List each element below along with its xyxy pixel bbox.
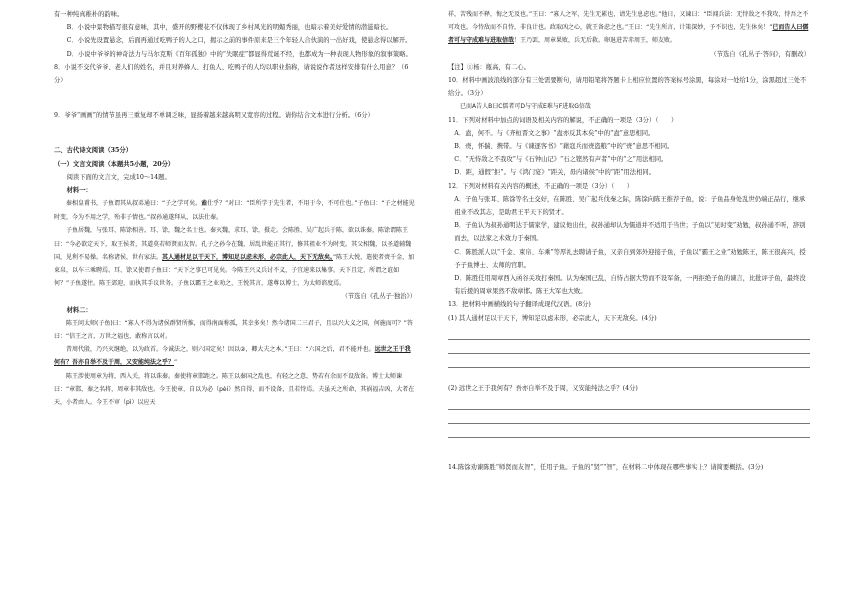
material-1-title: 材料一： bbox=[66, 187, 92, 195]
question-10: 10．材料中画波浪线的部分有三处需要断句，请用铅笔将答题卡上相应位置的答案标号涂黑，每涂对一处给1分，涂黑超过三处不给分。（3分） bbox=[448, 77, 807, 98]
answer-line[interactable] bbox=[448, 411, 810, 424]
material-1-para-1: 秦相皇甫书，子鱼谓其从叔弟通曰：“子之学可矣。盍仕乎？”对曰：“臣所学于先生者，不用于今，不可仕也。”子鱼曰：“子之材能见时变，今为不用之学，殆非子情也。”叔孙通遂拜从，以法仕秦。 bbox=[54, 200, 415, 222]
question-12-option-c: C．陈胜派人以“千金、束帛、车乘”等厚礼去聘请子鱼，又亲自到郊外迎接子鱼，子鱼以“霸王之业”劝勉陈王，陈王很高兴，授予子鱼博士、太师的官职。 bbox=[454, 248, 806, 269]
wavy-sentence: 已而告人曰儒者可与守成难与进取信哉 bbox=[448, 24, 809, 45]
question-14: 14.陈馀劝谏陈胜“师贤而友智”，任用子鱼。子鱼的“贤”“智”，在材料二中体现在哪些事实上？请简要概括。(3分) bbox=[448, 464, 764, 472]
material-2-title: 材料二： bbox=[66, 306, 92, 314]
answer-line[interactable] bbox=[448, 341, 810, 354]
question-11: 11．下列对材料中加点的词语及相关内容的解说，不正确的一项是（3分）（ ） bbox=[448, 116, 678, 124]
option-b: B．小说中景物描写很有意味，其中，盛开的野樱花不仅体现了乡村风光的明媚秀丽，也暗示着美好爱情的潜滋暗长。 bbox=[66, 24, 393, 32]
right-column bbox=[448, 8, 810, 474]
annotation-note: 【注】①杨：瓶高，有二心。 bbox=[448, 63, 530, 71]
material-1-source: （节选自《孔丛子·独治》） bbox=[341, 293, 416, 301]
reading-instruction: 阅读下面的文言文，完成10～14题。 bbox=[66, 173, 171, 181]
answer-line[interactable] bbox=[448, 397, 810, 410]
section-2-heading: 二、古代诗文阅读（35分） bbox=[54, 147, 133, 155]
question-12: 12．下列对材料有关内容的概述，不正确的一项是（3分）（ ） bbox=[448, 182, 634, 190]
underlined-sentence-2: 远世之王于我何有？吾亦自举不及于周，又安能纯法之乎？ bbox=[54, 346, 411, 367]
answer-lines-1 bbox=[448, 327, 810, 368]
section-2a-heading: （一）文言文阅读（本题共5小题，20分） bbox=[54, 160, 175, 168]
question-11-option-d: D．距，通假“拒”。与《鸿门宴》“距关，毋内诸侯”中的“距”用法相同。 bbox=[454, 169, 655, 177]
question-13-part-2: (2) 远世之王于我何有？吾亦自举不及于周，又安能纯法之乎？(4分) bbox=[448, 384, 638, 392]
material-2-continued: 祥，苦残而不释，悔之无及也。”王曰：“寡人之军，先生无累也，请先生息虑也。”他日，又谏曰：“臣闻兵法：无恃敌之不我攻，恃吾之不可攻也。今恃敌而不自恃，非良计也。政取凶之心，就王备虑之也。”王曰：“先生所言，计策深妙，予不识也，先生休矣！”已而告人曰儒者可与守成难与进取信哉！王乃罢，周章果败，兵无后救。卵退进苦赤周王，师友败。 bbox=[448, 11, 809, 45]
answer-line[interactable] bbox=[448, 425, 810, 438]
underlined-sentence-1: 其人通材足以干天下，博知足以虑未形，必宗此人，天下无敌矣。 bbox=[162, 253, 334, 261]
question-12-option-d: D．陈胜任用周章西入函谷关攻打秦国。认为秦国已乱，自恃占据大势而不设军备，一再拒绝子鱼的谏言，比批评子鱼，最终没有后援的周章果然不敌章邯。陈王大军也大败。 bbox=[454, 275, 806, 296]
material-2-para-3: 陈王涉使周章为将，西入关，将以诛秦。秦使将章邯距之。陈王以秦国之乱也，有轻之之意，势若有余而不设敌备。博士太师谏曰：“章邯，秦之名将，周章非其敌也。今王使章，自以为必（pèi）然自得，而不设备，且若恃焉。夫虽天之所命，其祸福吉凶，大者在天，小者由人。今王不审（pì）以应天 bbox=[54, 372, 415, 407]
question-13: 13．把材料中画横线的句子翻译成现代汉语。(8分) bbox=[448, 301, 591, 309]
option-c: C．小说先设置悬念，后面再通过吃鸭子的人之口，揭示之前的事件原来是三个年轻人合伙演的一出好戏，使悬念得以解开。 bbox=[66, 37, 412, 45]
material-2-para-1: 陈王问太师(子鱼)曰：“寡人不得为诸侯群贤所推，而得南面称孤，其幸多矣！然今诸国二三君子，且以兴大义之国，何施而可？”答曰：“信王之言，万世之福也，敢称言以对。 bbox=[54, 319, 413, 341]
option-a-tail: 有一种纯真稚朴的韵味。 bbox=[54, 11, 124, 18]
question-11-option-a: A．盍，何不。与《齐桓晋文之事》“盍亦反其本矣”中的“盍”意思相同。 bbox=[454, 129, 655, 137]
question-11-option-b: B．赍，怀揣、携带。与《谏逐客书》“藉寇兵而赍盗粮”中的“赍”意思不相同。 bbox=[454, 143, 674, 151]
answer-line[interactable] bbox=[448, 327, 810, 340]
question-8: 8．小说不交代爷爷、老人们的姓名，并且对养蜂人、打鱼人、吃鸭子的人均以职业指称，请说说作者这样安排有什么用意？（6分） bbox=[54, 63, 409, 85]
option-d: D．小说中爷爷的神奇法力与马尔克斯《百年孤独》中的“失眠症”都显得荒诞不经，也都成为一种表现人物形象的叙事策略。 bbox=[66, 50, 412, 58]
question-9: 9．爷爷“画画”的情节虽再三重复却不单调乏味，显扬着越来越高明又宽容的过程。请你结合文本进行分析。（6分） bbox=[54, 112, 374, 120]
answer-line[interactable] bbox=[448, 355, 810, 368]
question-12-option-b: B．子鱼认为叔孙通明达于儒家学，建议他出仕，叔孙通却认为儒道并不适用于当世；子鱼以“见时变”劝勉，叔孙通不听，辞别而去，以法家之术效力于秦国。 bbox=[454, 222, 806, 243]
left-column bbox=[54, 8, 416, 409]
question-11-option-c: C．“无恃敌之不我攻”与《石钟山记》“石之铿然有声者”中的“之”用法相同。 bbox=[454, 156, 668, 164]
question-10-options: 已而A告人B曰C儒者可D与守成E难与F进取G信哉 bbox=[460, 103, 591, 111]
question-13-part-1: (1) 其人通材足以干天下，博知足以虑未形，必宗此人，天下无敌矣。(4分) bbox=[448, 314, 657, 322]
question-12-option-a: A．子鱼与张耳、陈馀等名士交好，在陈胜、吴广起兵伐秦之际，陈馀向陈王推荐子鱼，说：子鱼品身处乱世仍端正品行，继承祖业不改其志，是助君王平天下的贤才。 bbox=[454, 195, 806, 217]
answer-lines-2 bbox=[448, 397, 810, 438]
material-2-para-2: 昔周代殷，乃兴灭继绝，以为政首。今诚法之，则六国定矣！因以②，卿大夫之本。”王曰：“六国之后，君不能并也。远世之王于我何有？吾亦自举不及于周，又安能纯法之乎？” bbox=[54, 346, 411, 367]
material-1-para-2: 子鱼居魏，与张耳、陈馀相善。耳、馀，魏之名士也。秦灭魏，求耳、馀，摄走。会陈胜、吴广起兵于陈，欲以诛秦。陈馀谓陈王曰：“今必欲定天下，取王侯者，其道莫若师贤而友智。孔子之孙今在魏，居乱世能正其行，修其祖业不为时变。其父相魏，以圣道辅魏国，见利不易操。名称诸侯，世有家法。其人通材足以干天下，博知足以虑未形，必宗此人，天下无敌矣。”陈王大悦，遣使者赍千金，加束帛，以车三乘聘焉。耳、馀又使谓子鱼曰：“天下之事已可见矣。今陈王兴义兵讨不义，子宜速来以集事。天下且定，所谓之谊如何？”子鱼遂往。陈王郊迎，而执其手议世务。子鱼以霸王之业劝之，王悦其言，遂尊以博士，为太师谘度焉。 bbox=[54, 227, 415, 288]
material-2-source: （节选自《孔丛子·答问》，有删改） bbox=[710, 50, 810, 58]
